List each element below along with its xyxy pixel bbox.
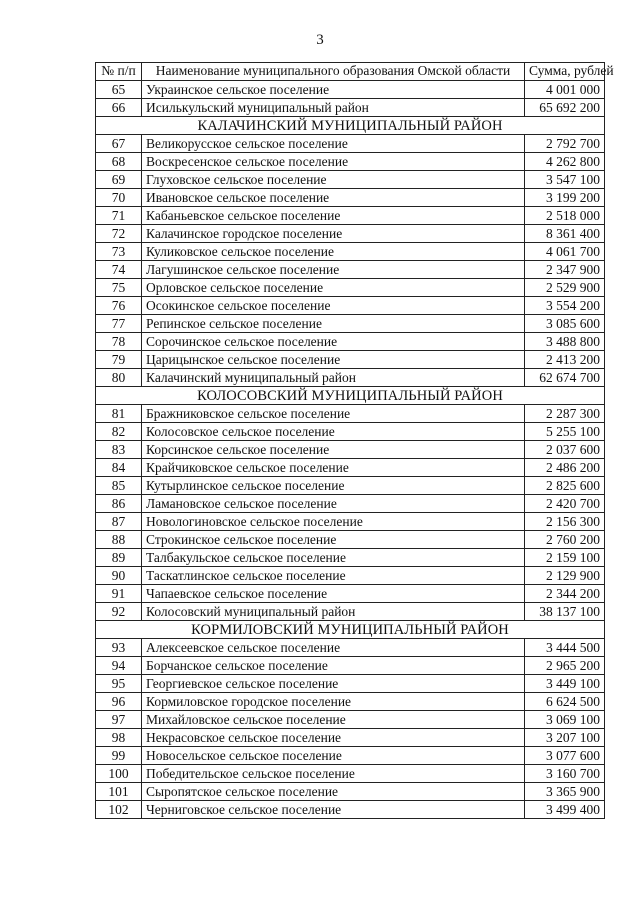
- amount-rubles: 62 674 700: [525, 369, 605, 387]
- table-row: [96, 711, 605, 729]
- municipality-name: Ламановское сельское поселение: [142, 495, 525, 513]
- row-number: 66: [96, 99, 142, 117]
- municipality-name: Колосовский муниципальный район: [142, 603, 525, 621]
- row-number: 76: [96, 297, 142, 315]
- table-row: [96, 513, 605, 531]
- amount-rubles: 2 159 100: [525, 549, 605, 567]
- amount-rubles: 2 347 900: [525, 261, 605, 279]
- municipality-name: Кабаньевское сельское поселение: [142, 207, 525, 225]
- amount-rubles: 3 554 200: [525, 297, 605, 315]
- allocation-table: [95, 62, 614, 819]
- municipality-name: Исилькульский муниципальный район: [142, 99, 525, 117]
- row-number: 101: [96, 783, 142, 801]
- municipality-name: Некрасовское сельское поселение: [142, 729, 525, 747]
- municipality-name: Репинское сельское поселение: [142, 315, 525, 333]
- amount-rubles: 2 413 200: [525, 351, 605, 369]
- row-number: 81: [96, 405, 142, 423]
- table-row: [96, 351, 605, 369]
- table-row: [96, 801, 605, 819]
- table-row: [96, 531, 605, 549]
- amount-rubles: 3 207 100: [525, 729, 605, 747]
- district-name: КОРМИЛОВСКИЙ МУНИЦИПАЛЬНЫЙ РАЙОН: [96, 621, 605, 639]
- amount-rubles: 2 529 900: [525, 279, 605, 297]
- amount-rubles: 4 061 700: [525, 243, 605, 261]
- municipality-name: Колосовское сельское поселение: [142, 423, 525, 441]
- row-number: 95: [96, 675, 142, 693]
- row-number: 70: [96, 189, 142, 207]
- row-number: 68: [96, 153, 142, 171]
- table-header-row: [96, 63, 605, 81]
- municipality-name: Крайчиковское сельское поселение: [142, 459, 525, 477]
- table-row: [96, 243, 605, 261]
- row-number: 86: [96, 495, 142, 513]
- municipality-name: Новологиновское сельское поселение: [142, 513, 525, 531]
- header-sum: Сумма, рублей: [525, 63, 605, 81]
- table-row: [96, 477, 605, 495]
- municipality-name: Чапаевское сельское поселение: [142, 585, 525, 603]
- table-row: [96, 153, 605, 171]
- row-number: 99: [96, 747, 142, 765]
- district-header-row: [96, 621, 605, 639]
- table-row: [96, 171, 605, 189]
- amount-rubles: 3 069 100: [525, 711, 605, 729]
- district-header-row: [96, 117, 605, 135]
- row-number: 82: [96, 423, 142, 441]
- header-name: Наименование муниципального образования Омской области: [142, 63, 525, 81]
- amount-rubles: 3 085 600: [525, 315, 605, 333]
- table-row: [96, 315, 605, 333]
- table-row: [96, 459, 605, 477]
- amount-rubles: 4 262 800: [525, 153, 605, 171]
- table-row: [96, 585, 605, 603]
- amount-rubles: 2 486 200: [525, 459, 605, 477]
- row-number: 97: [96, 711, 142, 729]
- row-number: 98: [96, 729, 142, 747]
- amount-rubles: 3 499 400: [525, 801, 605, 819]
- row-number: 87: [96, 513, 142, 531]
- table-row: [96, 405, 605, 423]
- municipality-name: Таскатлинское сельское поселение: [142, 567, 525, 585]
- amount-rubles: 4 001 000: [525, 81, 605, 99]
- municipality-name: Царицынское сельское поселение: [142, 351, 525, 369]
- municipality-name: Лагушинское сельское поселение: [142, 261, 525, 279]
- page-number: 3: [316, 32, 324, 48]
- municipality-name: Борчанское сельское поселение: [142, 657, 525, 675]
- municipality-name: Талбакульское сельское поселение: [142, 549, 525, 567]
- municipality-name: Орловское сельское поселение: [142, 279, 525, 297]
- municipality-name: Кутырлинское сельское поселение: [142, 477, 525, 495]
- municipality-name: Михайловское сельское поселение: [142, 711, 525, 729]
- amount-rubles: 2 156 300: [525, 513, 605, 531]
- amount-rubles: 2 287 300: [525, 405, 605, 423]
- amount-rubles: 2 420 700: [525, 495, 605, 513]
- row-number: 71: [96, 207, 142, 225]
- row-number: 96: [96, 693, 142, 711]
- municipality-name: Калачинское городское поселение: [142, 225, 525, 243]
- table-row: [96, 279, 605, 297]
- row-number: 69: [96, 171, 142, 189]
- table-row: [96, 765, 605, 783]
- row-number: 73: [96, 243, 142, 261]
- municipality-name: Победительское сельское поселение: [142, 765, 525, 783]
- table-row: [96, 297, 605, 315]
- amount-rubles: 2 129 900: [525, 567, 605, 585]
- amount-rubles: 3 444 500: [525, 639, 605, 657]
- amount-rubles: 38 137 100: [525, 603, 605, 621]
- amount-rubles: 2 965 200: [525, 657, 605, 675]
- amount-rubles: 5 255 100: [525, 423, 605, 441]
- row-number: 94: [96, 657, 142, 675]
- amount-rubles: 2 792 700: [525, 135, 605, 153]
- table-row: [96, 639, 605, 657]
- row-number: 92: [96, 603, 142, 621]
- municipality-name: Сорочинское сельское поселение: [142, 333, 525, 351]
- row-number: 85: [96, 477, 142, 495]
- district-name: КАЛАЧИНСКИЙ МУНИЦИПАЛЬНЫЙ РАЙОН: [96, 117, 605, 135]
- table-row: [96, 99, 605, 117]
- table-row: [96, 603, 605, 621]
- row-number: 89: [96, 549, 142, 567]
- amount-rubles: 3 547 100: [525, 171, 605, 189]
- municipality-name: Украинское сельское поселение: [142, 81, 525, 99]
- row-number: 79: [96, 351, 142, 369]
- row-number: 84: [96, 459, 142, 477]
- table-row: [96, 423, 605, 441]
- table-row: [96, 441, 605, 459]
- table-row: [96, 81, 605, 99]
- municipality-name: Кормиловское городское поселение: [142, 693, 525, 711]
- header-number: № п/п: [96, 63, 142, 81]
- municipality-name: Куликовское сельское поселение: [142, 243, 525, 261]
- table-body: [96, 81, 605, 819]
- table-row: [96, 261, 605, 279]
- district-name: КОЛОСОВСКИЙ МУНИЦИПАЛЬНЫЙ РАЙОН: [96, 387, 605, 405]
- row-number: 93: [96, 639, 142, 657]
- row-number: 75: [96, 279, 142, 297]
- row-number: 74: [96, 261, 142, 279]
- row-number: 77: [96, 315, 142, 333]
- row-number: 88: [96, 531, 142, 549]
- amount-rubles: 3 199 200: [525, 189, 605, 207]
- amount-rubles: 3 365 900: [525, 783, 605, 801]
- row-number: 78: [96, 333, 142, 351]
- municipality-name: Осокинское сельское поселение: [142, 297, 525, 315]
- municipality-name: Корсинское сельское поселение: [142, 441, 525, 459]
- municipality-name: Великорусское сельское поселение: [142, 135, 525, 153]
- row-number: 100: [96, 765, 142, 783]
- amount-rubles: 65 692 200: [525, 99, 605, 117]
- table-row: [96, 135, 605, 153]
- municipality-name: Сыропятское сельское поселение: [142, 783, 525, 801]
- table-row: [96, 567, 605, 585]
- amount-rubles: 6 624 500: [525, 693, 605, 711]
- table-row: [96, 549, 605, 567]
- municipality-name: Ивановское сельское поселение: [142, 189, 525, 207]
- municipality-name: Воскресенское сельское поселение: [142, 153, 525, 171]
- row-number: 102: [96, 801, 142, 819]
- table-row: [96, 333, 605, 351]
- table-row: [96, 675, 605, 693]
- amount-rubles: 2 825 600: [525, 477, 605, 495]
- table-row: [96, 495, 605, 513]
- row-number: 83: [96, 441, 142, 459]
- table-row: [96, 225, 605, 243]
- municipality-name: Калачинский муниципальный район: [142, 369, 525, 387]
- amount-rubles: 2 760 200: [525, 531, 605, 549]
- row-number: 72: [96, 225, 142, 243]
- amount-rubles: 3 077 600: [525, 747, 605, 765]
- row-number: 90: [96, 567, 142, 585]
- municipality-name: Новосельское сельское поселение: [142, 747, 525, 765]
- amount-rubles: 8 361 400: [525, 225, 605, 243]
- municipality-name: Георгиевское сельское поселение: [142, 675, 525, 693]
- table-row: [96, 369, 605, 387]
- row-number: 67: [96, 135, 142, 153]
- amount-rubles: 3 160 700: [525, 765, 605, 783]
- amount-rubles: 3 449 100: [525, 675, 605, 693]
- municipality-name: Алексеевское сельское поселение: [142, 639, 525, 657]
- amount-rubles: 2 344 200: [525, 585, 605, 603]
- table-row: [96, 189, 605, 207]
- row-number: 65: [96, 81, 142, 99]
- table-row: [96, 783, 605, 801]
- district-header-row: [96, 387, 605, 405]
- amount-rubles: 2 037 600: [525, 441, 605, 459]
- municipality-name: Глуховское сельское поселение: [142, 171, 525, 189]
- table-row: [96, 693, 605, 711]
- table-row: [96, 729, 605, 747]
- amount-rubles: 2 518 000: [525, 207, 605, 225]
- municipality-name: Бражниковское сельское поселение: [142, 405, 525, 423]
- amount-rubles: 3 488 800: [525, 333, 605, 351]
- municipality-name: Черниговское сельское поселение: [142, 801, 525, 819]
- table-row: [96, 657, 605, 675]
- row-number: 91: [96, 585, 142, 603]
- row-number: 80: [96, 369, 142, 387]
- table-row: [96, 207, 605, 225]
- municipality-name: Строкинское сельское поселение: [142, 531, 525, 549]
- table-row: [96, 747, 605, 765]
